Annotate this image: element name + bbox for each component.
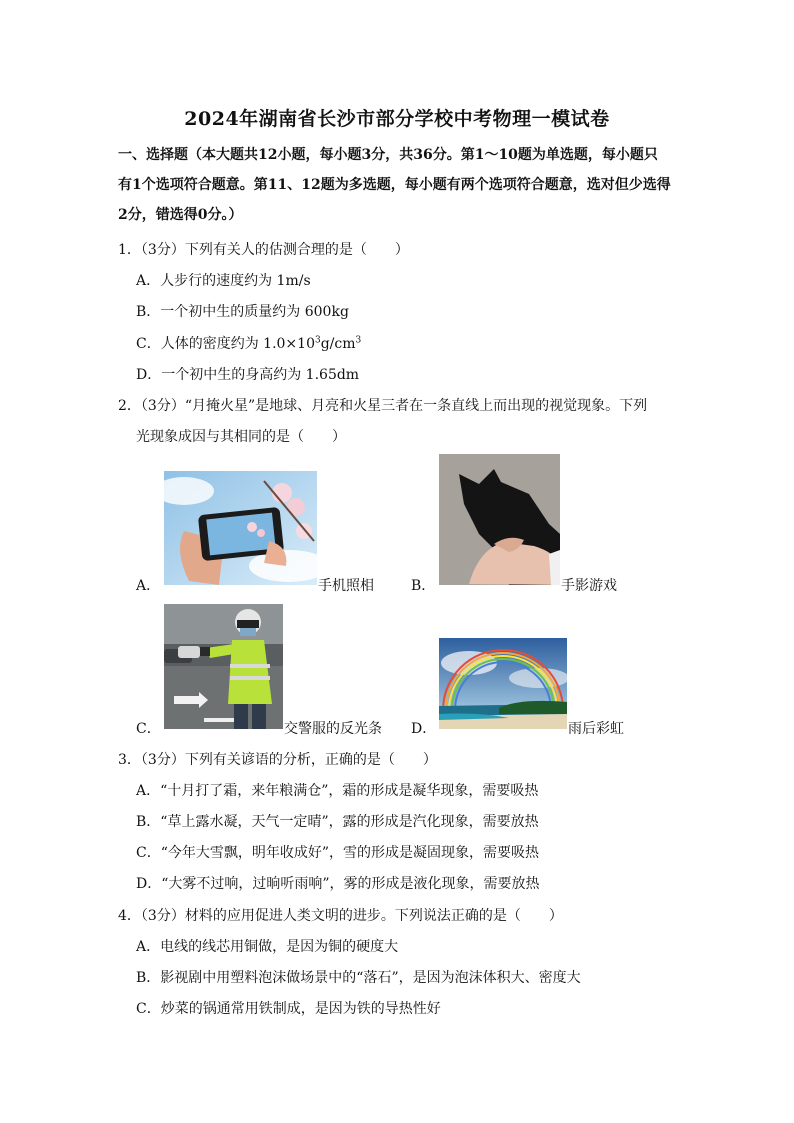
question-2-option-b-caption: 手影游戏 [561,578,617,594]
phone-camera-photo [164,471,317,585]
question-3-option-a: A．“十月打了霜，来年粮满仓”，霜的形成是凝华现象，需要吸热 [136,783,539,799]
traffic-police-photo [164,604,283,729]
question-2-option-b-label: B． [411,578,436,594]
question-2-option-c-label: C． [136,721,161,737]
question-2-option-c-caption: 交警服的反光条 [284,721,382,737]
question-2-stem-line2: 光现象成因与其相同的是（ ） [136,429,346,445]
question-4-option-b: B．影视剧中用塑料泡沫做场景中的“落石”，是因为泡沫体积大、密度大 [136,970,581,986]
question-4-option-c: C．炒菜的锅通常用铁制成，是因为铁的导热性好 [136,1001,441,1017]
hand-shadow-photo [439,454,560,585]
section-heading-line3: 2分，错选得0分。） [118,207,243,223]
unit: g/cm [320,336,356,352]
question-1-option-c [136,333,361,353]
section-heading-line1: 一、选择题（本大题共12小题，每小题3分，共36分。第1～10题为单选题，每小题只 [118,147,658,163]
question-4-option-a: A．电线的线芯用铜做，是因为铜的硬度大 [136,939,399,955]
question-1-option-a: A．人步行的速度约为 1m/s [136,273,311,289]
question-2-stem-line1: 2．（3分）“月掩火星”是地球、月亮和火星三者在一条直线上而出现的视觉现象。下列 [118,398,648,414]
question-2-option-d-caption: 雨后彩虹 [568,721,624,737]
question-3-stem: 3．（3分）下列有关谚语的分析，正确的是（ ） [118,752,437,768]
question-3-option-c: C．“今年大雪飘，明年收成好”，雪的形成是凝固现象，需要吸热 [136,845,540,861]
question-3-option-d: D．“大雾不过响，过晌听雨响”，雾的形成是液化现象，需要放热 [136,876,540,892]
question-2-option-a-caption: 手机照相 [318,578,374,594]
question-1-option-d: D．一个初中生的身高约为 1.65dm [136,367,360,383]
question-2-option-a-label: A． [136,578,161,594]
exponent: 3 [355,335,362,346]
exponent: 3 [314,335,321,346]
question-1-stem: 1．（3分）下列有关人的估测合理的是（ ） [118,242,409,258]
exam-title: 2024年湖南省长沙市部分学校中考物理一模试卷 [184,108,610,130]
option-c-text: C．人体的密度约为 1.0×10 [136,336,315,352]
question-3-option-b: B．“草上露水凝，天气一定晴”，露的形成是汽化现象，需要放热 [136,814,539,830]
rainbow-photo [439,638,567,729]
question-2-option-d-label: D． [411,721,437,737]
section-heading-line2: 有1个选项符合题意。第11、12题为多选题，每小题有两个选项符合题意，选对但少选得 [118,177,671,193]
question-4-stem: 4．（3分）材料的应用促进人类文明的进步。下列说法正确的是（ ） [118,908,563,924]
question-1-option-b: B．一个初中生的质量约为 600kg [136,304,349,320]
